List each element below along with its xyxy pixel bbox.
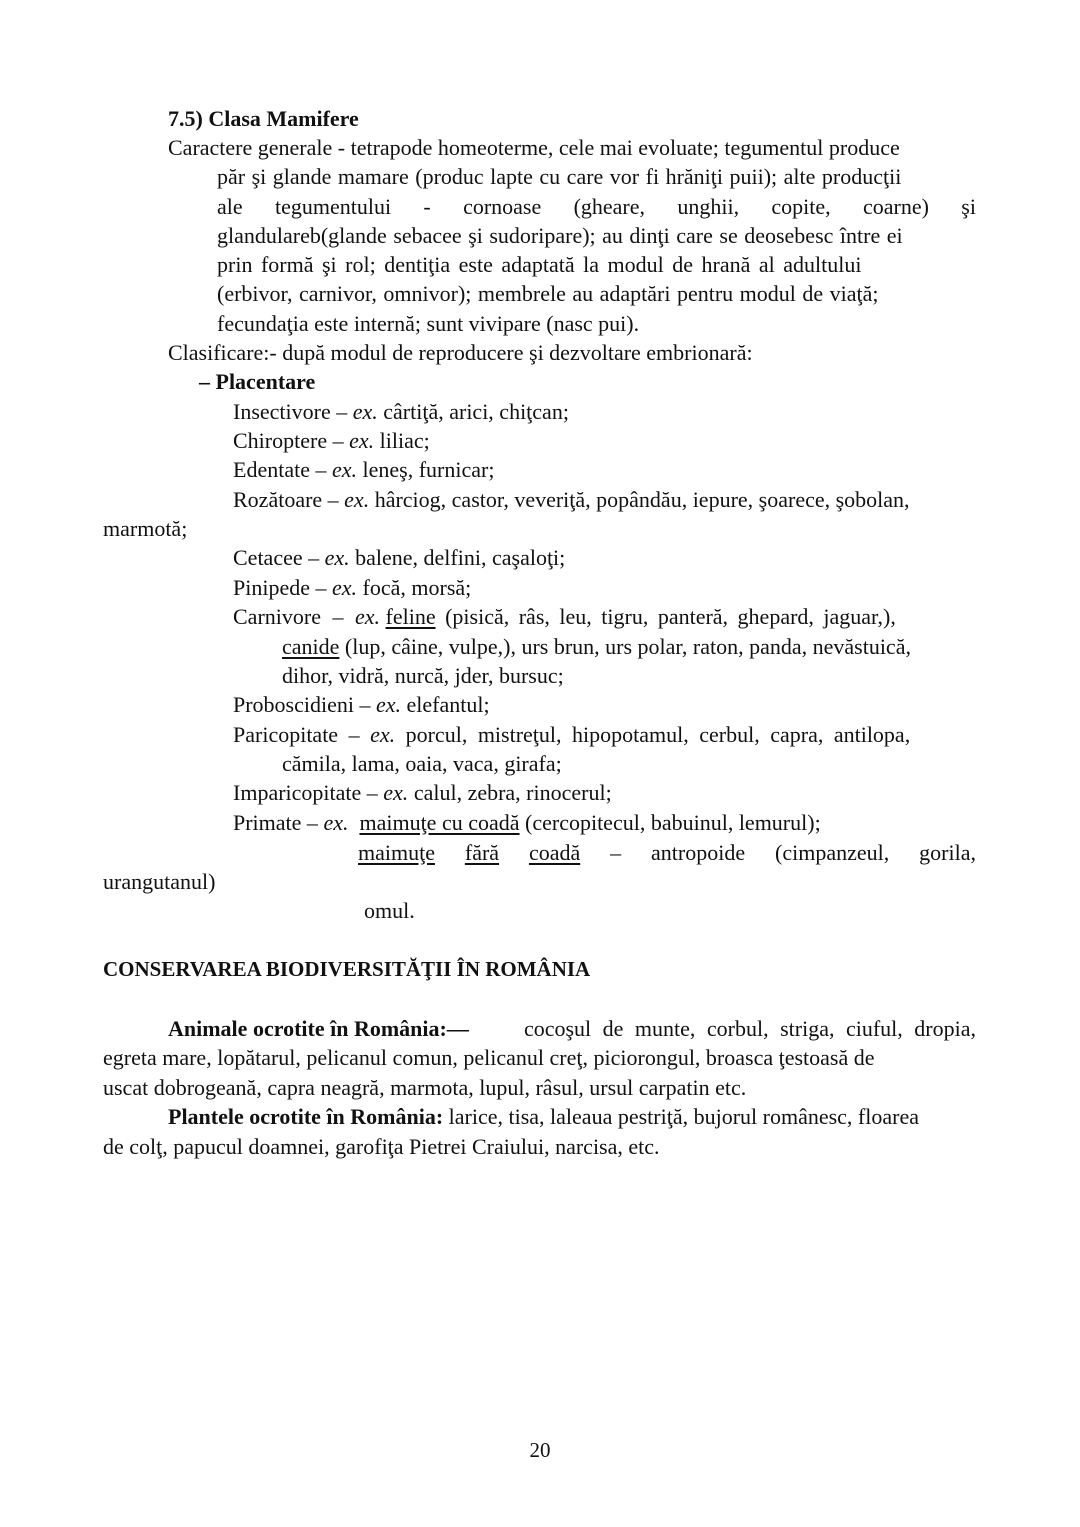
order-primate-cont: urangutanul) [103, 869, 216, 894]
placentare-subtitle: – Placentare [199, 369, 316, 394]
conservation-heading: CONSERVAREA BIODIVERSITĂŢII ÎN ROMÂNIA [103, 957, 591, 981]
order-primate-line-2: maimuţe fără coadă – antropoide (cimpanzeul, gorila, [358, 840, 976, 865]
order-primate-last: omul. [364, 898, 415, 923]
order-carnivore-line-3: dihor, vidră, nurcă, jder, bursuc; [282, 663, 564, 688]
order-chiroptere: Chiroptere – ex. liliac; [233, 428, 430, 453]
plants-line-2: de colţ, papucul doamnei, garofiţa Pietrei Craiului, narcisa, etc. [103, 1134, 660, 1159]
plants-line-1: Plantele ocrotite în România: larice, tisa, laleaua pestriţă, bujorul românesc, floarea [168, 1104, 919, 1129]
general-line-4: glandulareb(glande sebacee şi sudoripare); au dinţi care se deosebesc între ei [217, 223, 903, 248]
order-rozatoare: Rozătoare – ex. hârciog, castor, veveriţă, popândău, iepure, şoarece, şobolan, [233, 487, 910, 512]
general-line-5: prin formă şi rol; dentiţia este adaptată la modul de hrană al adultului [217, 252, 862, 277]
order-insectivore: Insectivore – ex. cârtiţă, arici, chiţcan; [233, 399, 569, 424]
order-primate: Primate – ex. maimuţe cu coadă (cercopitecul, babuinul, lemurul); [233, 810, 821, 835]
order-paricopitate: Paricopitate – ex. porcul, mistreţul, hipopotamul, cerbul, capra, antilopa, [233, 722, 911, 747]
order-carnivore-line-2: canide (lup, câine, vulpe,), urs brun, urs polar, raton, panda, nevăstuică, [282, 634, 911, 659]
animals-line-3: uscat dobrogeană, capra neagră, marmota, lupul, râsul, ursul carpatin etc. [103, 1075, 747, 1100]
feline-link: feline [385, 604, 436, 629]
general-line-6: (erbivor, carnivor, omnivor); membrele au adaptări pentru modul de viaţă; [217, 281, 879, 306]
general-line-7: fecundaţia este internă; sunt vivipare (nasc pui). [217, 311, 640, 336]
plants-label: Plantele ocrotite în România: [168, 1104, 444, 1129]
animals-line-1: Animale ocrotite în România:— cocoşul de munte, corbul, striga, ciuful, dropia, [168, 1016, 976, 1041]
order-pinipede: Pinipede – ex. focă, morsă; [233, 575, 472, 600]
order-edentate: Edentate – ex. leneş, furnicar; [233, 457, 495, 482]
general-label: Caractere generale [168, 135, 333, 160]
order-paricopitate-cont: cămila, lama, oaia, vaca, girafa; [282, 751, 562, 776]
classification-intro: Clasificare:- după modul de reproducere şi dezvoltare embrionară: [168, 340, 753, 365]
animals-line-2: egreta mare, lopătarul, pelicanul comun, pelicanul creţ, piciorongul, broasca ţestoasă de [103, 1045, 875, 1070]
page-number: 20 [529, 1438, 551, 1462]
order-carnivore: Carnivore – ex. feline (pisică, râs, leu, tigru, panteră, ghepard, jaguar,), [233, 604, 896, 629]
order-proboscidieni: Proboscidieni – ex. elefantul; [233, 692, 490, 717]
order-imparicopitate: Imparicopitate – ex. calul, zebra, rinocerul; [233, 780, 612, 805]
animals-label: Animale ocrotite în România: [168, 1016, 447, 1041]
canide-link: canide [282, 634, 340, 659]
section-title: 7.5) Clasa Mamifere [168, 106, 359, 131]
general-line-1: Caractere generale - tetrapode homeoterme, cele mai evoluate; tegumentul produce [168, 135, 900, 160]
order-rozatoare-cont: marmotă; [103, 516, 188, 541]
general-line-3: ale tegumentului - cornoase (gheare, unghii, copite, coarne) şi [217, 194, 976, 219]
general-line-2: păr şi glande mamare (produc lapte cu care vor fi hrăniţi puii); alte producţii [217, 164, 902, 189]
order-cetacee: Cetacee – ex. balene, delfini, caşaloţi; [233, 545, 566, 570]
